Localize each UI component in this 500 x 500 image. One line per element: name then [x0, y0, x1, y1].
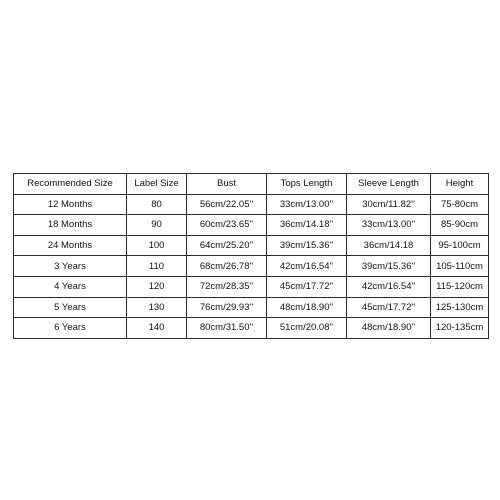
cell-height: 120-135cm [431, 318, 489, 339]
cell-recommended-size: 18 Months [14, 215, 127, 236]
cell-bust: 60cm/23.65'' [187, 215, 267, 236]
cell-tops-length: 51cm/20.08'' [267, 318, 347, 339]
cell-recommended-size: 4 Years [14, 276, 127, 297]
table-header-row [14, 174, 489, 195]
cell-bust: 64cm/25.20'' [187, 235, 267, 256]
cell-label-size: 120 [127, 276, 187, 297]
cell-bust: 76cm/29.93'' [187, 297, 267, 318]
cell-tops-length: 42cm/16.54'' [267, 256, 347, 277]
cell-tops-length: 33cm/13.00'' [267, 194, 347, 215]
cell-recommended-size: 24 Months [14, 235, 127, 256]
cell-bust: 56cm/22.05'' [187, 194, 267, 215]
cell-height: 85-90cm [431, 215, 489, 236]
header-label-size: Label Size [127, 174, 187, 195]
cell-label-size: 140 [127, 318, 187, 339]
cell-label-size: 100 [127, 235, 187, 256]
table-row [14, 235, 489, 256]
cell-sleeve-length: 36cm/14.18 [347, 235, 431, 256]
cell-label-size: 90 [127, 215, 187, 236]
table-row [14, 297, 489, 318]
cell-sleeve-length: 48cm/18.90'' [347, 318, 431, 339]
size-chart-table [13, 173, 489, 339]
header-height: Height [431, 174, 489, 195]
cell-sleeve-length: 33cm/13.00'' [347, 215, 431, 236]
cell-recommended-size: 12 Months [14, 194, 127, 215]
cell-bust: 68cm/26.78'' [187, 256, 267, 277]
cell-bust: 72cm/28.35'' [187, 276, 267, 297]
cell-height: 125-130cm [431, 297, 489, 318]
cell-tops-length: 45cm/17.72'' [267, 276, 347, 297]
table-row [14, 256, 489, 277]
cell-bust: 80cm/31.50'' [187, 318, 267, 339]
cell-recommended-size: 5 Years [14, 297, 127, 318]
table-row [14, 276, 489, 297]
cell-height: 75-80cm [431, 194, 489, 215]
cell-sleeve-length: 45cm/17.72'' [347, 297, 431, 318]
header-bust: Bust [187, 174, 267, 195]
cell-sleeve-length: 30cm/11.82'' [347, 194, 431, 215]
cell-sleeve-length: 39cm/15.36'' [347, 256, 431, 277]
cell-height: 115-120cm [431, 276, 489, 297]
cell-tops-length: 48cm/18.90'' [267, 297, 347, 318]
cell-sleeve-length: 42cm/16.54'' [347, 276, 431, 297]
header-sleeve-length: Sleeve Length [347, 174, 431, 195]
cell-height: 105-110cm [431, 256, 489, 277]
cell-recommended-size: 6 Years [14, 318, 127, 339]
table-row [14, 215, 489, 236]
cell-tops-length: 36cm/14.18'' [267, 215, 347, 236]
table-row [14, 194, 489, 215]
cell-label-size: 130 [127, 297, 187, 318]
cell-tops-length: 39cm/15.36'' [267, 235, 347, 256]
cell-height: 95-100cm [431, 235, 489, 256]
cell-label-size: 110 [127, 256, 187, 277]
header-recommended-size: Recommended Size [14, 174, 127, 195]
cell-recommended-size: 3 Years [14, 256, 127, 277]
table-row [14, 318, 489, 339]
cell-label-size: 80 [127, 194, 187, 215]
header-tops-length: Tops Length [267, 174, 347, 195]
